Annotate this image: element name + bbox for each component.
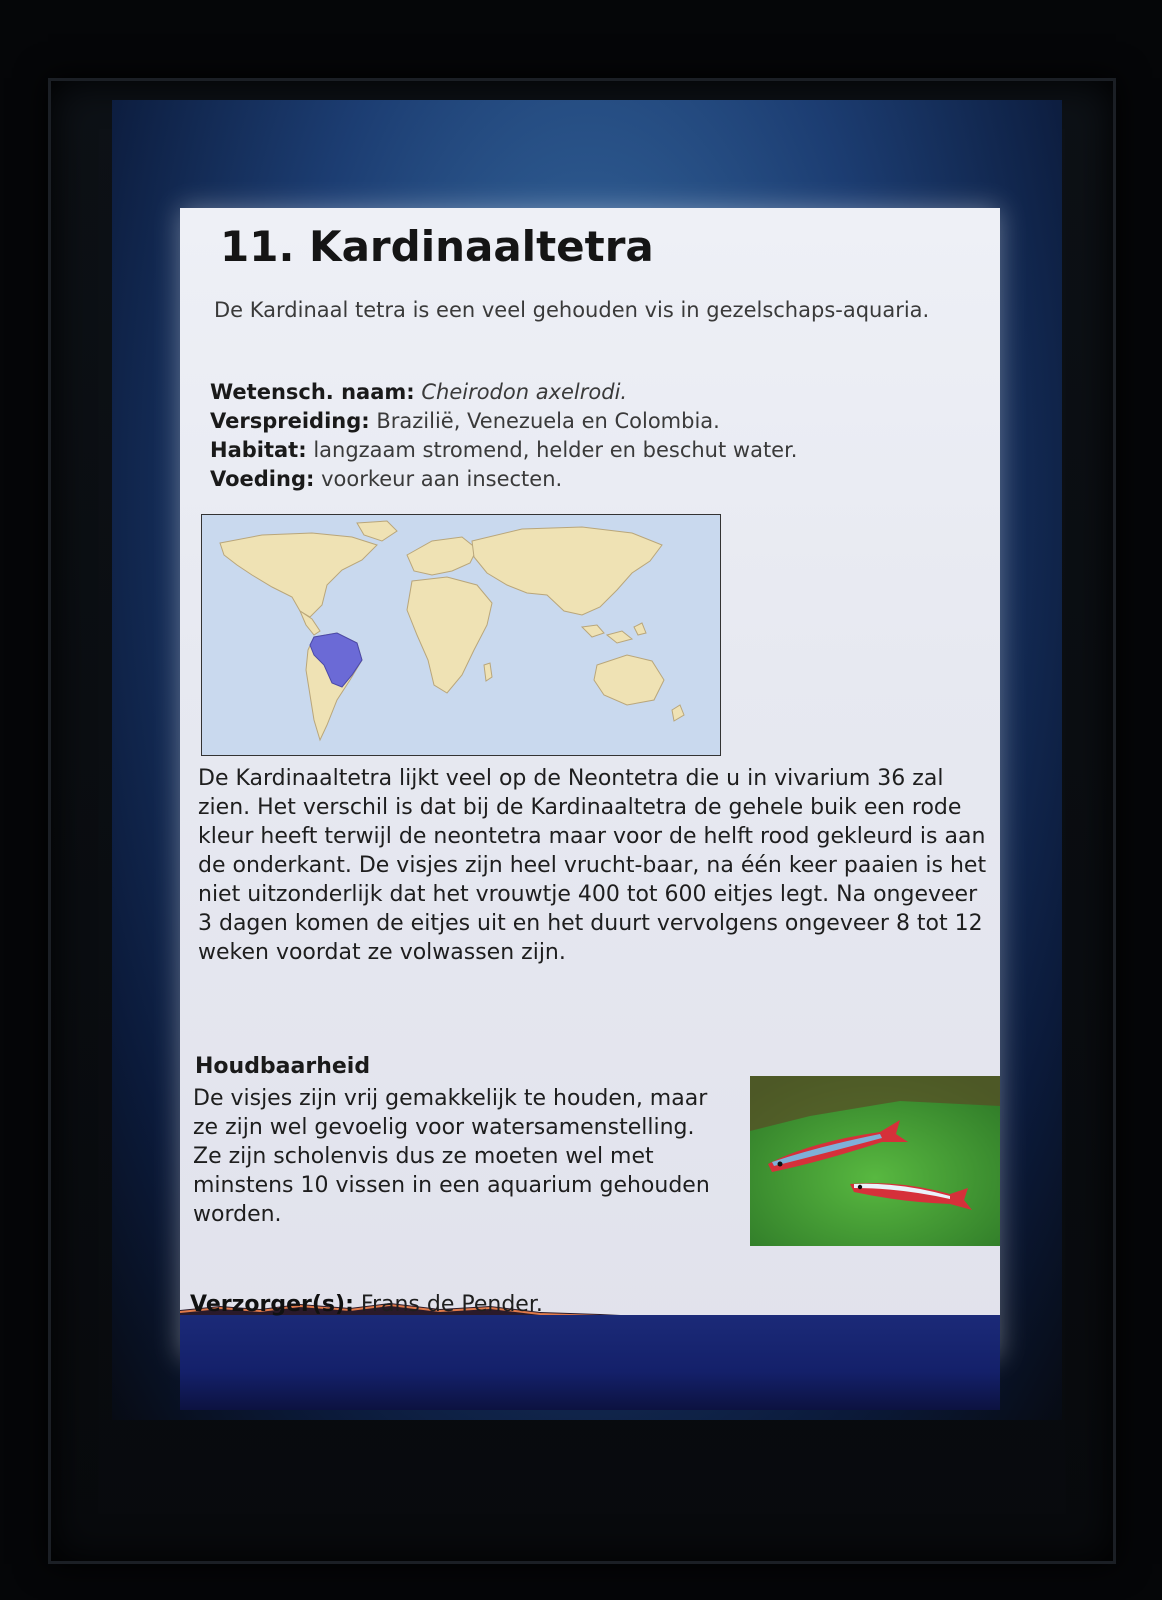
fact-row (210, 436, 970, 465)
fact-label: Habitat: (210, 438, 307, 462)
fish-photo-icon (750, 1076, 1000, 1246)
fact-value: langzaam stromend, helder en beschut water. (313, 438, 798, 462)
fact-value: Brazilië, Venezuela en Colombia. (376, 409, 720, 433)
intro-text: De Kardinaal tetra is een veel gehouden vis in gezelschaps-aquaria. (214, 298, 930, 322)
sign-bottom-band (180, 1315, 1000, 1410)
section-heading: Houdbaarheid (195, 1054, 371, 1079)
fact-label: Wetensch. naam: (210, 380, 415, 404)
fact-row (210, 407, 970, 436)
world-map-icon (201, 514, 721, 756)
fact-row (210, 465, 970, 494)
fact-value: Cheirodon axelrodi. (421, 380, 628, 404)
sign-title: 11. Kardinaaltetra (220, 222, 654, 271)
fact-value: voorkeur aan insecten. (321, 467, 563, 491)
fact-label: Voeding: (210, 467, 315, 491)
fact-row (210, 378, 970, 407)
carer-value: Frans de Pender. (360, 1292, 543, 1317)
carer-label: Verzorger(s): (190, 1292, 354, 1317)
carer-line (190, 1290, 543, 1319)
fact-label: Verspreiding: (210, 409, 370, 433)
description-text: De Kardinaaltetra lijkt veel op de Neontetra die u in vivarium 36 zal zien. Het verschil is dat bij de Kardinaaltetra de gehele buik een rode kleur heeft terwijl de neontetra maar voor de helft rood gekleurd is aan de onderkant. De visjes zijn heel vrucht-baar, na één keer paaien is het niet uitzonderlijk dat het vrouwtje 400 tot 600 eitjes legt. Na ongeveer 3 dagen komen de eitjes uit en het duurt vervolgens ongeveer 8 tot 12 weken voordat ze volwassen zijn. (198, 766, 987, 965)
houdbaarheid-text: De visjes zijn vrij gemakkelijk te houden, maar ze zijn wel gevoelig voor watersamenstelling. Ze zijn scholenvis dus ze moeten wel met minstens 10 vissen in een aquarium gehouden worden. (193, 1086, 710, 1227)
facts-list (210, 378, 970, 494)
